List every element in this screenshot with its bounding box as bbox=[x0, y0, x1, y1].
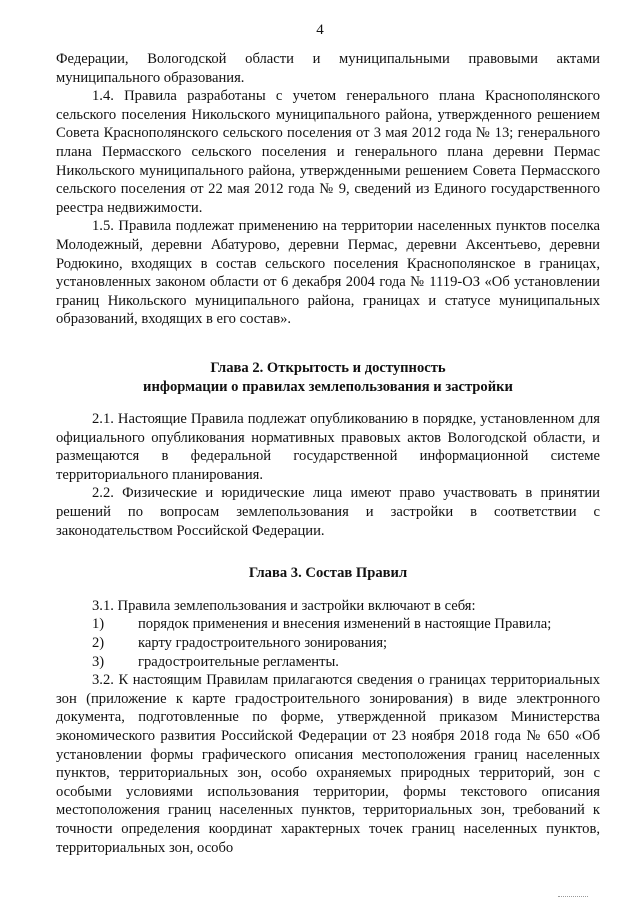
list-item bbox=[56, 653, 600, 672]
spacer bbox=[56, 540, 600, 564]
page-number: 4 bbox=[316, 22, 324, 38]
spacer bbox=[56, 583, 600, 597]
chapter-2-title-line2: информации о правилах землепользования и застройки bbox=[143, 378, 513, 395]
chapter-3-title: Глава 3. Состав Правил bbox=[248, 565, 408, 582]
spacer bbox=[56, 396, 600, 410]
paragraph-1-4: 1.4. Правила разработаны с учетом генерального плана Краснополянского сельского поселения Никольского муниципального района, утвержденного решением Совета Краснополянского сельского поселения от 3 мая 2012 года № 13; генерального плана Пермасского сельского поселения и генерального плана деревни Пермас Никольского муниципального района, утвержденными решением Совета Пермасского сельского поселения от 22 мая 2012 года № 9, сведений из Единого государственного реестра недвижимости. bbox=[56, 88, 600, 216]
spacer bbox=[56, 329, 600, 359]
list-item-number: 1) bbox=[92, 616, 105, 633]
list-item bbox=[56, 615, 600, 634]
paragraph-2-1: 2.1. Настоящие Правила подлежат опубликованию в порядке, установленном для официального опубликования нормативных правовых актов Вологодской области, и размещаются в федеральной государственной информационной системе территориального планирования. bbox=[56, 411, 600, 483]
paragraph-3-2: 3.2. К настоящим Правилам прилагаются сведения о границах территориальных зон (приложение к карте градостроительного зонирования) в виде электронного документа, подготовленные по форме, утвержденной приказом Министерства экономического развития Российской Федерации от 23 ноября 2018 года № 650 «Об установлении формы графического описания местоположения границ населенных пунктов, территориальных зон, особо охраняемых природных территорий, зон с особыми условиями использования территории, формы текстового описания местоположения границ населенных пунктов, территориальных зон, требований к точности определения координат характерных точек границ населенных пунктов, территориальных зон, особо bbox=[56, 672, 600, 856]
list-item-text: градостроительные регламенты. bbox=[138, 653, 339, 670]
list-item-text: порядок применения и внесения изменений в настоящие Правила; bbox=[138, 616, 552, 633]
list-item bbox=[56, 634, 600, 653]
paragraph-2-2: 2.2. Физические и юридические лица имеют право участвовать в принятии решений по вопросам землепользования и застройки в соответствии с законодательством Российской Федерации. bbox=[56, 485, 600, 539]
document-body bbox=[56, 50, 600, 857]
list-item-number: 3) bbox=[92, 653, 105, 670]
paragraph-1-5: 1.5. Правила подлежат применению на территории населенных пунктов поселка Молодежный, деревни Абатурово, деревни Пермас, деревни Аксентьево, деревни Родюкино, входящих в состав сельского поселения Краснополянское в границах, установленных законом области от 6 декабря 2004 года № 1119-ОЗ «Об установлении границ Никольского муниципального района, границах и статусе муниципальных образований, входящих в его состав». bbox=[56, 218, 600, 328]
list-item-number: 2) bbox=[92, 635, 105, 652]
list-item-text: карту градостроительного зонирования; bbox=[138, 635, 388, 652]
paragraph-3-1: 3.1. Правила землепользования и застройки включают в себя: bbox=[92, 597, 476, 614]
paragraph-intro: Федерации, Вологодской области и муниципальными правовыми актами муниципального образования. bbox=[56, 51, 600, 86]
scan-mark bbox=[558, 893, 588, 897]
chapter-2-title-line1: Глава 2. Открытость и доступность bbox=[210, 359, 446, 376]
